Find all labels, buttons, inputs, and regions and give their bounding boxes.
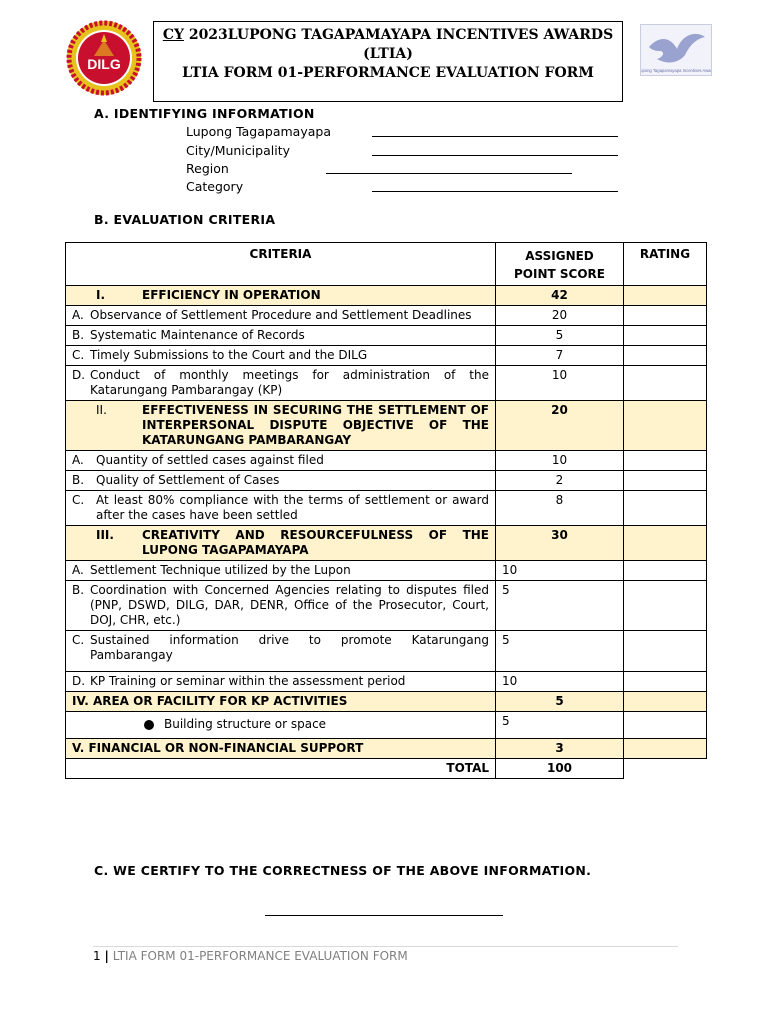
- field-line-region[interactable]: [326, 173, 572, 174]
- evaluation-criteria-table: [65, 242, 707, 779]
- criteria-cell: [66, 286, 496, 306]
- section-b-title: B. EVALUATION CRITERIA: [94, 212, 276, 227]
- table-row: [66, 366, 707, 401]
- certification-statement: C. WE CERTIFY TO THE CORRECTNESS OF THE ABOVE INFORMATION.: [94, 863, 592, 878]
- table-row: [66, 631, 707, 672]
- field-label-region: Region: [186, 161, 229, 176]
- header-criteria: CRITERIA: [66, 243, 496, 286]
- dove-logo: [640, 24, 712, 76]
- rating-cell[interactable]: [624, 672, 707, 692]
- score-cell: 42: [496, 286, 624, 306]
- row-label: Quality of Settlement of Cases: [96, 473, 280, 487]
- field-line-city[interactable]: [372, 155, 618, 156]
- field-line-lupong[interactable]: [372, 136, 618, 137]
- footer-title: LTIA FORM 01-PERFORMANCE EVALUATION FORM: [112, 949, 408, 963]
- table-row: [66, 491, 707, 526]
- table-row-section-3: [66, 526, 707, 561]
- row-label: CREATIVITY AND RESOURCEFULNESS OF THE LUPONG TAGAPAMAYAPA: [142, 528, 489, 557]
- row-label: Building structure or space: [164, 717, 327, 731]
- table-row: [66, 471, 707, 491]
- criteria-cell: [66, 526, 496, 561]
- rating-cell[interactable]: [624, 306, 707, 326]
- rating-cell[interactable]: [624, 326, 707, 346]
- score-cell: 5: [496, 712, 624, 739]
- title-line-2: (LTIA): [363, 46, 413, 62]
- row-num: B.: [72, 583, 85, 597]
- total-empty-cell: [624, 759, 707, 779]
- table-row-section-2: [66, 401, 707, 451]
- table-row: [66, 581, 707, 631]
- rating-cell[interactable]: [624, 581, 707, 631]
- rating-cell[interactable]: [624, 451, 707, 471]
- header-assigned-score: [496, 243, 624, 286]
- rating-cell[interactable]: [624, 491, 707, 526]
- bullet-icon: [144, 720, 154, 730]
- criteria-cell: [66, 561, 496, 581]
- criteria-cell: [66, 631, 496, 672]
- criteria-cell: [66, 451, 496, 471]
- dilg-logo-text: DILG: [87, 56, 121, 72]
- rating-cell[interactable]: [624, 712, 707, 739]
- title-line-1: [154, 26, 622, 45]
- score-cell: 20: [496, 306, 624, 326]
- score-cell: 5: [496, 581, 624, 631]
- criteria-cell: [66, 306, 496, 326]
- criteria-cell: [66, 326, 496, 346]
- row-label: Sustained information drive to promote Katarungang Pambarangay: [90, 633, 489, 662]
- row-num: A.: [72, 453, 84, 467]
- row-label: KP Training or seminar within the assessment period: [90, 674, 406, 688]
- table-row: [66, 306, 707, 326]
- table-row: [66, 346, 707, 366]
- score-cell: 10: [496, 672, 624, 692]
- field-label-category: Category: [186, 179, 244, 194]
- total-label: TOTAL: [66, 759, 496, 779]
- dilg-seal-logo: [66, 20, 142, 96]
- row-label: Systematic Maintenance of Records: [90, 328, 305, 342]
- score-cell: 2: [496, 471, 624, 491]
- row-num: III.: [96, 528, 114, 542]
- table-row: [66, 712, 707, 739]
- table-row: [66, 326, 707, 346]
- table-total-row: [66, 759, 707, 779]
- criteria-cell: [66, 581, 496, 631]
- row-num: B.: [72, 328, 85, 342]
- signature-line[interactable]: [265, 915, 503, 916]
- score-cell: 10: [496, 561, 624, 581]
- header-score-line-2: POINT SCORE: [514, 267, 605, 281]
- title-prefix: CY: [162, 27, 184, 43]
- criteria-cell: [66, 401, 496, 451]
- page-footer: [93, 949, 408, 963]
- page-number: 1: [93, 949, 101, 963]
- rating-cell[interactable]: [624, 471, 707, 491]
- row-num: A.: [72, 308, 84, 322]
- field-line-category[interactable]: [372, 191, 618, 192]
- title-line-3: LTIA FORM 01-PERFORMANCE EVALUATION FORM: [182, 65, 594, 81]
- field-label-city: City/Municipality: [186, 143, 290, 158]
- score-cell: 8: [496, 491, 624, 526]
- score-cell: 30: [496, 526, 624, 561]
- header-score-line-1: ASSIGNED: [525, 249, 594, 263]
- score-cell: 10: [496, 451, 624, 471]
- row-num: A.: [72, 563, 84, 577]
- score-cell: 10: [496, 366, 624, 401]
- rating-cell[interactable]: [624, 401, 707, 451]
- field-label-lupong: Lupong Tagapamayapa: [186, 124, 331, 139]
- rating-cell[interactable]: [624, 366, 707, 401]
- score-cell: 5: [496, 326, 624, 346]
- criteria-cell: V. FINANCIAL OR NON-FINANCIAL SUPPORT: [66, 739, 496, 759]
- criteria-cell: IV. AREA OR FACILITY FOR KP ACTIVITIES: [66, 692, 496, 712]
- row-num: B.: [72, 473, 85, 487]
- row-num: D.: [72, 368, 86, 382]
- row-num: I.: [96, 288, 106, 302]
- rating-cell[interactable]: [624, 739, 707, 759]
- footer-divider: [93, 946, 678, 947]
- row-label: Conduct of monthly meetings for administration of the Katarungang Pambarangay (KP): [90, 368, 489, 397]
- table-header-row: [66, 243, 707, 286]
- row-label: Settlement Technique utilized by the Lupon: [90, 563, 351, 577]
- row-num: C.: [72, 633, 85, 647]
- table-row-section-4: [66, 692, 707, 712]
- dove-logo-caption: Lupong Tagapamayapa Incentives Award: [641, 68, 711, 73]
- row-label: Observance of Settlement Procedure and Settlement Deadlines: [90, 308, 472, 322]
- rating-cell[interactable]: [624, 692, 707, 712]
- criteria-cell: [66, 712, 496, 739]
- rating-cell[interactable]: [624, 526, 707, 561]
- row-num: C.: [72, 493, 85, 507]
- footer-separator: |: [104, 949, 109, 963]
- row-label: EFFECTIVENESS IN SECURING THE SETTLEMENT OF INTERPERSONAL DISPUTE OBJECTIVE OF THE KATARUNGANG PAMBARANGAY: [142, 403, 489, 447]
- table-row: [66, 451, 707, 471]
- row-label: At least 80% compliance with the terms of settlement or award after the cases have been settled: [96, 493, 489, 522]
- rating-cell[interactable]: [624, 286, 707, 306]
- row-num: C.: [72, 348, 85, 362]
- table-row: [66, 672, 707, 692]
- row-num: II.: [96, 403, 107, 417]
- score-cell: 7: [496, 346, 624, 366]
- table-row: [66, 561, 707, 581]
- row-label: Quantity of settled cases against filed: [96, 453, 324, 467]
- row-label: Timely Submissions to the Court and the DILG: [90, 348, 368, 362]
- criteria-cell: [66, 491, 496, 526]
- criteria-cell: [66, 471, 496, 491]
- rating-cell[interactable]: [624, 631, 707, 672]
- rating-cell[interactable]: [624, 346, 707, 366]
- score-cell: 20: [496, 401, 624, 451]
- score-cell: 5: [496, 631, 624, 672]
- title-line-1-text: 2023LUPONG TAGAPAMAYAPA INCENTIVES AWARDS: [183, 27, 614, 43]
- section-a-title: A. IDENTIFYING INFORMATION: [94, 106, 315, 121]
- table-row-section-1: [66, 286, 707, 306]
- rating-cell[interactable]: [624, 561, 707, 581]
- row-num: D.: [72, 674, 86, 688]
- total-value: 100: [496, 759, 624, 779]
- header-rating: RATING: [624, 243, 707, 286]
- criteria-cell: [66, 366, 496, 401]
- score-cell: 3: [496, 739, 624, 759]
- document-title-box: [153, 21, 623, 102]
- table-row-section-5: [66, 739, 707, 759]
- score-cell: 5: [496, 692, 624, 712]
- row-label: Coordination with Concerned Agencies relating to disputes filed (PNP, DSWD, DILG, DAR, DENR, Office of the Prosecutor, Court, DOJ, CHR, etc.): [90, 583, 489, 627]
- criteria-cell: [66, 346, 496, 366]
- criteria-cell: [66, 672, 496, 692]
- row-label: EFFICIENCY IN OPERATION: [142, 288, 321, 302]
